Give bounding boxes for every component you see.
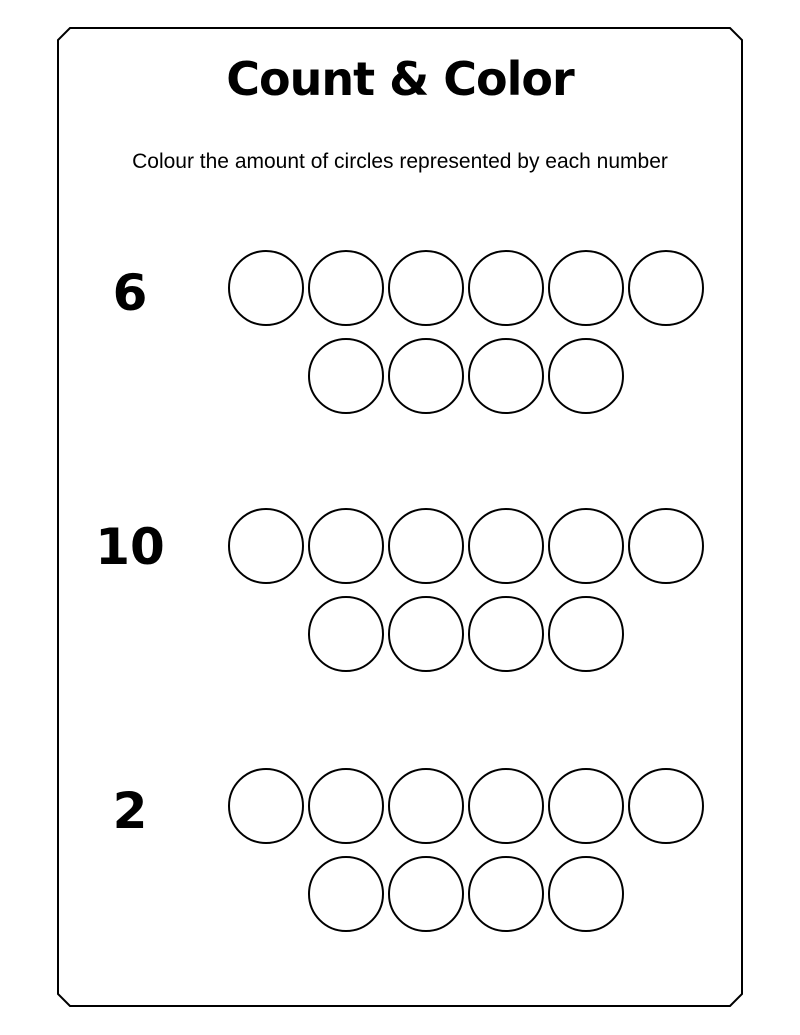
color-circle[interactable]: [388, 596, 464, 672]
color-circle[interactable]: [628, 250, 704, 326]
color-circle[interactable]: [628, 508, 704, 584]
page-title: Count & Color: [226, 52, 574, 106]
color-circle[interactable]: [308, 856, 384, 932]
color-circle[interactable]: [468, 856, 544, 932]
color-circle[interactable]: [388, 768, 464, 844]
color-circle[interactable]: [548, 596, 624, 672]
color-circle[interactable]: [628, 768, 704, 844]
color-circle[interactable]: [468, 338, 544, 414]
color-circle[interactable]: [548, 508, 624, 584]
color-circle[interactable]: [468, 768, 544, 844]
color-circle[interactable]: [548, 338, 624, 414]
count-number-row-2: 10: [95, 518, 165, 576]
color-circle[interactable]: [548, 768, 624, 844]
color-circle[interactable]: [388, 856, 464, 932]
color-circle[interactable]: [308, 508, 384, 584]
color-circle[interactable]: [548, 250, 624, 326]
color-circle[interactable]: [228, 508, 304, 584]
color-circle[interactable]: [228, 250, 304, 326]
count-number-row-3: 2: [112, 782, 148, 840]
color-circle[interactable]: [308, 768, 384, 844]
color-circle[interactable]: [308, 338, 384, 414]
color-circle[interactable]: [308, 596, 384, 672]
instruction-text: Colour the amount of circles represented by each number: [132, 150, 668, 173]
color-circle[interactable]: [388, 250, 464, 326]
color-circle[interactable]: [388, 338, 464, 414]
color-circle[interactable]: [548, 856, 624, 932]
color-circle[interactable]: [388, 508, 464, 584]
color-circle[interactable]: [468, 508, 544, 584]
count-number-row-1: 6: [112, 264, 148, 322]
color-circle[interactable]: [468, 596, 544, 672]
color-circle[interactable]: [468, 250, 544, 326]
color-circle[interactable]: [228, 768, 304, 844]
color-circle[interactable]: [308, 250, 384, 326]
